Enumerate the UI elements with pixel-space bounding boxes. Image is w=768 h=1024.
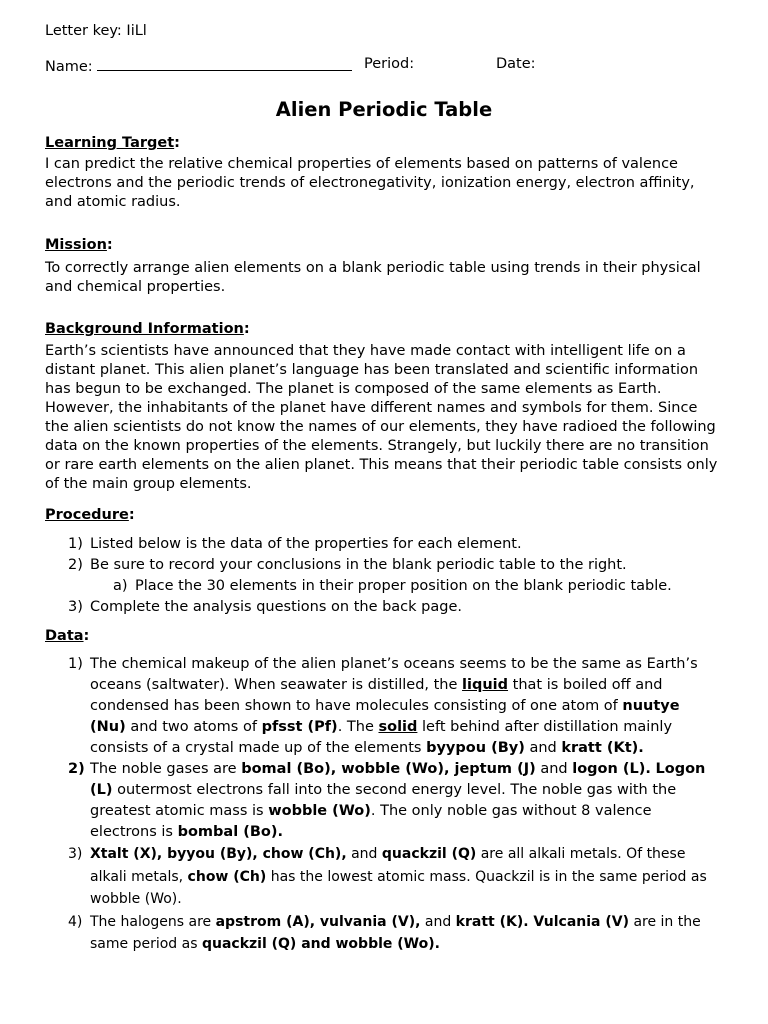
background-heading: Background Information: — [45, 321, 250, 337]
name-label: Name: — [45, 59, 93, 75]
data-item-text: The noble gases are — [90, 761, 242, 777]
data-item-text: Xtalt (X), byyou (By), chow (Ch), — [90, 846, 347, 862]
data-item-text: apstrom (A), vulvania (V), — [215, 913, 421, 930]
data-item-text: are in the same period as — [90, 913, 701, 952]
data-item-text: bomal (Bo), wobble (Wo), jeptum (J) — [241, 761, 536, 777]
data-item-text: Logon (L) — [90, 761, 706, 798]
procedure-list — [45, 534, 715, 618]
data-item-text: byypou (By) — [426, 740, 525, 756]
data-item-text: outermost electrons fall into the second energy level. The noble gas with the greatest atomic mass is — [90, 782, 677, 819]
name-blank-line[interactable] — [97, 56, 352, 71]
mission-heading: Mission: — [45, 237, 113, 253]
data-item-text: quackzil (Q) — [381, 846, 477, 862]
data-item-text: and — [535, 761, 573, 777]
data-item-text: are all alkali metals. Of these alkali metals, — [90, 846, 686, 885]
data-item-text: solid — [378, 719, 418, 735]
data-item — [45, 843, 715, 911]
data-item-number: 1) — [68, 656, 83, 672]
data-item-text: liquid — [462, 677, 509, 693]
data-item-text: and two atoms of — [125, 719, 262, 735]
data-item-number: 2) — [68, 761, 85, 777]
data-item-text: that is boiled off and condensed has been shown to have molecules consisting of one atom of — [90, 677, 663, 714]
data-item-text: nuutye (Nu) — [90, 698, 680, 735]
learning-target-heading: Learning Target: — [45, 135, 180, 151]
name-field[interactable] — [45, 56, 352, 75]
data-item-text: The halogens are — [90, 913, 216, 930]
data-heading: Data: — [45, 628, 90, 644]
list-item: 1) Listed below is the data of the properties for each element. — [68, 536, 522, 552]
data-item-text: bombal (Bo). — [177, 824, 284, 840]
data-item-text: chow (Ch) — [187, 868, 267, 885]
data-item-text: wobble (Wo) — [268, 803, 371, 819]
period-label: Period: — [364, 56, 415, 72]
data-item — [45, 911, 715, 956]
date-label: Date: — [496, 56, 536, 72]
data-item-text: . The only noble gas without 8 valence electrons is — [90, 803, 652, 840]
letter-key: Letter key: IiLl — [45, 23, 147, 39]
data-item — [45, 654, 715, 759]
learning-target-text: I can predict the relative chemical properties of elements based on patterns of valence electrons and the periodic trends of electronegativity, ionization energy, electron affinity, and atomic radius. — [45, 156, 695, 210]
list-item: a) Place the 30 elements in their proper position on the blank periodic table. — [113, 578, 672, 594]
data-item-text: pfsst (Pf) — [261, 719, 338, 735]
list-item: 2) Be sure to record your conclusions in the blank periodic table to the right. — [68, 557, 627, 573]
data-item-text: logon (L). — [572, 761, 651, 777]
data-item-text: has the lowest atomic mass. Quackzil is in the same period as wobble (Wo). — [90, 868, 707, 907]
data-item-text: and — [524, 740, 562, 756]
data-item-number: 3) — [68, 846, 83, 862]
data-item-text: kratt (K). Vulcania (V) — [455, 913, 629, 930]
procedure-heading: Procedure: — [45, 507, 135, 523]
data-item-text: left behind after distillation mainly consists of a crystal made up of the elements — [90, 719, 673, 756]
background-text: Earth’s scientists have announced that they have made contact with intelligent life on a distant planet. This alien planet’s language has been translated and scientific information has begun to be exchanged. The planet is composed of the same elements as Earth. However, the inhabitants of the planet have different names and symbols for them. Since the alien scientists do not know the names of our elements, they have radioed the following data on the known properties of the elements. Strangely, but luckily there are no transition or rare earth elements on the alien planet. This means that their periodic table consists only of the main group elements. — [45, 343, 718, 492]
mission-text: To correctly arrange alien elements on a blank periodic table using trends in their physical and chemical properties. — [45, 260, 701, 295]
data-item-text: and — [420, 913, 456, 930]
data-item-text: and — [346, 846, 382, 862]
data-list — [45, 654, 715, 956]
data-item-text: The chemical makeup of the alien planet’s oceans seems to be the same as Earth’s oceans (saltwater). When seawater is distilled, the — [90, 656, 698, 693]
data-item-number: 4) — [68, 913, 83, 930]
data-item-text: kratt (Kt). — [561, 740, 644, 756]
data-item-text: quackzil (Q) and wobble (Wo). — [201, 936, 440, 952]
page-title: Alien Periodic Table — [275, 98, 493, 121]
data-item — [45, 759, 715, 843]
list-item: 3) Complete the analysis questions on the back page. — [68, 599, 462, 615]
data-item-text: . The — [337, 719, 379, 735]
